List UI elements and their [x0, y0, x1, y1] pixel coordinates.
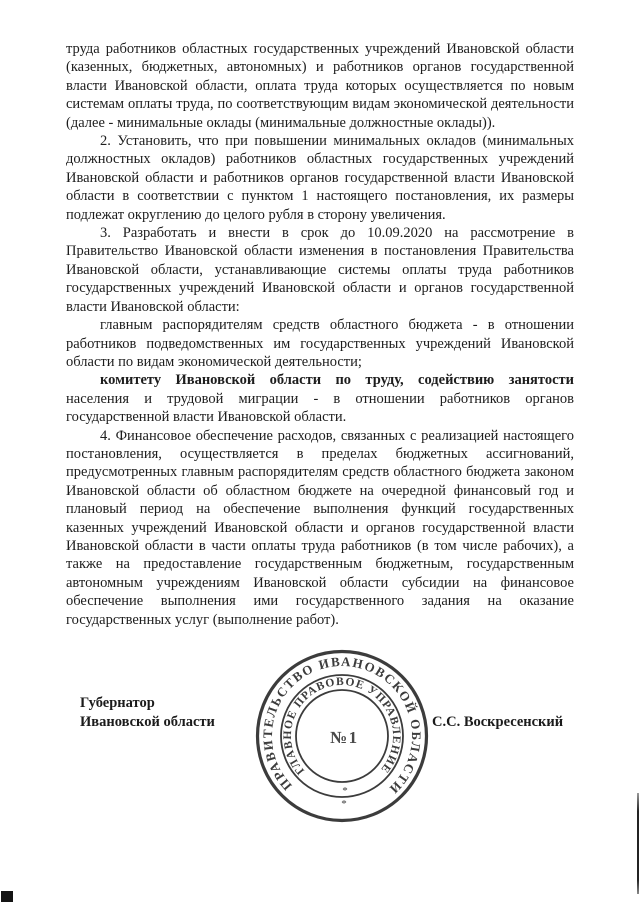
paragraph-item-2: 2. Установить, что при повышении минимальных окладов (минимальных должностных окладов) работников областных государственных учреждений Ивановской области и работников органов государственной власти Ивановской области в соответствии с пунктом 1 настоящего постановления, их размеры подлежат округлению до целого рубля в сторону увеличения.: [66, 133, 574, 223]
paragraph-bold-lead: комитету Ивановской области по труду, содействию занятости: [100, 372, 574, 389]
signature-title-line2: Ивановской области: [80, 714, 215, 730]
paragraph-item-3: 3. Разработать и внести в срок до 10.09.2020 на рассмотрение в Правительство Ивановской области изменения в постановления Правительства Ивановской области, устанавливающие системы оплаты труда работников государственных учреждений Ивановской области и органов государственной власти Ивановской области:: [66, 225, 574, 315]
signature-title: [80, 694, 215, 732]
signature-title-line1: Губернатор: [80, 695, 155, 711]
signature-name: С.С. Воскресенский: [432, 714, 564, 730]
document-body-text: [66, 40, 574, 629]
paragraph-continuation: труда работников областных государственных учреждений Ивановской области (казенных, бюджетных, автономных) и работников органов государственной власти Ивановской области, оплата труда которых осуществляется по новым системам оплаты труда, по соответствующим видам экономической деятельности (далее - минимальные оклады (минимальные должностные оклады)).: [66, 41, 574, 131]
seal-separator-star-top: *: [342, 785, 348, 797]
scan-artifact-corner-mark: [1, 891, 13, 902]
seal-outer-ring-text: ПРАВИТЕЛЬСТВО ИВАНОВСКОЙ ОБЛАСТИ: [259, 653, 425, 798]
seal-inner-ring-text: ГЛАВНОЕ ПРАВОВОЕ УПРАВЛЕНИЕ: [281, 675, 403, 777]
official-round-seal: [252, 646, 432, 826]
seal-separator-star-bottom: *: [341, 798, 347, 810]
seal-number-text: №1: [330, 728, 359, 747]
scan-artifact-edge-line: [637, 793, 639, 894]
paragraph-subitem-budget: главным распорядителям средств областного бюджета - в отношении работников подведомственных им государственных учреждений Ивановской области по видам экономической деятельности;: [66, 317, 574, 370]
paragraph-item-4: 4. Финансовое обеспечение расходов, связанных с реализацией настоящего постановления, осуществляется в пределах бюджетных ассигнований, предусмотренных главным распорядителям средств областного бюджета законом Ивановской области об областном бюджете на очередной финансовый год и плановый период на обеспечение выполнения функций государственных казенных учреждений Ивановской области и органов государственной власти Ивановской области в части оплаты труда работников (в том числе рабочих), а также на предоставление государственным бюджетным, государственным автономным учреждениям Ивановской области субсидии на финансовое обеспечение выполнения ими государственного задания на оказание государственных услуг (выполнение работ).: [66, 427, 574, 628]
paragraph-subitem-committee: [66, 371, 574, 426]
paragraph-rest: населения и трудовой миграции - в отношении работников органов государственной власти Ивановской области.: [66, 390, 574, 426]
